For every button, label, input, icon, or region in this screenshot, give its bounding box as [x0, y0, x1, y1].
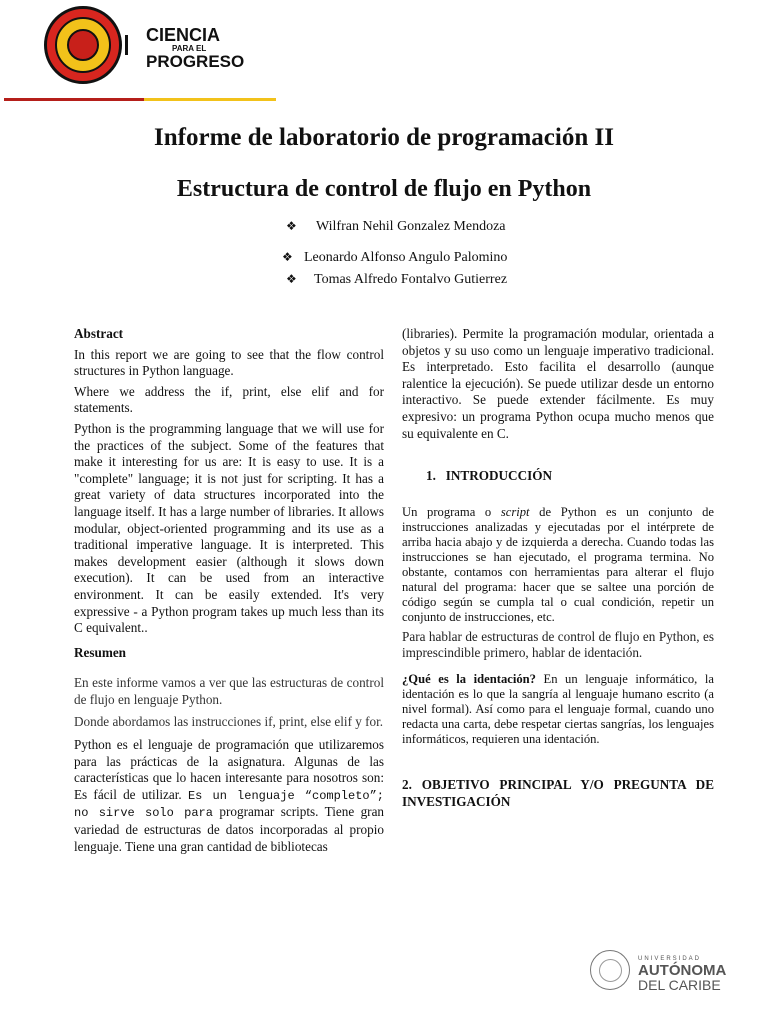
- resumen-text: Python es el lenguaje de programación que utilizaremos para las prácticas de la asignatura. Algunas de las características que lo hacen interesante para nosotros son: Es fácil de utilizar.: [74, 737, 384, 802]
- continued-paragraph: (libraries). Permite la programación modular, orientada a objetos y su uso como un lenguaje imperativo tradicional. Es interpretado. Esto facilita el desarrollo (aunque ralentice la ejecución). Se puede utilizar desde un entorno interactivo. Se puede extender fácilmente. Es muy expresivo: un programa Python ocupa mucho menos que su equivalente en C.: [402, 326, 714, 441]
- intro-text: Un programa o: [402, 504, 501, 519]
- brand-line-1: CIENCIA: [146, 25, 221, 45]
- header-rule-yellow: [144, 98, 276, 101]
- left-column: [74, 326, 384, 855]
- identacion-text: En un lenguaje informático, la identación es lo que la sangría al lenguaje humano escrito (a nivel formal). Así como para el lenguaje formal, cuando uno redacta una carta, debe respetar ciertas sangrías, los lenguajes informáticos, requieren una identación.: [402, 671, 714, 746]
- seal-ring: [55, 17, 111, 73]
- diamond-bullet-icon: ❖: [282, 250, 293, 264]
- footer-wordmark: [638, 956, 726, 992]
- header-separator: [125, 35, 128, 55]
- footer-seal-logo: [590, 950, 630, 990]
- torch-emblem-icon: [67, 29, 99, 61]
- header-rule-red: [4, 98, 144, 101]
- abstract-heading: Abstract: [74, 326, 124, 341]
- brand-wordmark: [146, 26, 244, 70]
- author-name: Tomas Alfredo Fontalvo Gutierrez: [314, 272, 508, 287]
- right-column: [402, 326, 714, 810]
- identacion-question: ¿Qué es la identación?: [402, 671, 536, 686]
- author-name: Leonardo Alfonso Angulo Palomino: [304, 250, 508, 265]
- brand-line-2: PARA EL: [172, 44, 207, 53]
- resumen-code-text: Es un lenguaje “completo”; no sirve solo para: [74, 788, 385, 821]
- intro-text: de Python es un conjunto de instrucciones analizadas y ejecutadas por el intérprete de arriba hacia abajo y de izquierda a derecha. Cuando todas las instrucciones se han ejecutado, el programa termina. No obstante, contamos con herramientas para alterar el flujo natural del programa: hacer que se saltee una porción de código según se cumpla tal o cual condición, repetir un conjunto de instrucciones, etc.: [402, 504, 714, 624]
- footer-seal-inner: [599, 959, 622, 982]
- footer-line-3: DEL CARIBE: [638, 977, 721, 993]
- brand-line-3: PROGRESO: [146, 52, 245, 71]
- section-heading-introduccion: 1. INTRODUCCIÓN: [426, 468, 553, 484]
- author-item: [286, 219, 506, 235]
- abstract-paragraph: Where we address the if, print, else elif and for statements.: [74, 383, 384, 416]
- footer-line-1: UNIVERSIDAD: [638, 956, 702, 962]
- abstract-paragraph: In this report we are going to see that the flow control structures in Python language.: [74, 346, 384, 379]
- footer-line-2: AUTÓNOMA: [638, 962, 727, 979]
- resumen-text: programar scripts. Tiene gran variedad de estructuras de datos incorporadas al propio lenguaje. Tiene una gran cantidad de bibliotecas: [74, 804, 385, 854]
- diamond-bullet-icon: ❖: [286, 219, 297, 233]
- author-name: Wilfran Nehil Gonzalez Mendoza: [316, 219, 506, 234]
- resumen-paragraph: Donde abordamos las instrucciones if, print, else elif y for.: [74, 714, 384, 730]
- abstract-paragraph: Python is the programming language that we will use for the practices of the subject. Some of the features that make it interesting for us are: It is easy to use. It is a "complete" language; it is not just for scripting. It has a great variety of data structures incorporated into the language itself. It has a large number of libraries. It allows modular, object-oriented programming and its use as a traditional imperative language. It is interpreted. This makes development easier (although it slows down execution). It can be used from an interactive environment. It can be easily extended. It's very expressive - a Python program takes up much less than its C equivalent..: [74, 420, 384, 636]
- author-item: [286, 272, 507, 288]
- document-subtitle: Estructura de control de flujo en Python: [176, 176, 592, 202]
- author-item: [282, 250, 507, 266]
- intro-paragraph: Para hablar de estructuras de control de flujo en Python, es imprescindible primero, hablar de identación.: [402, 628, 714, 661]
- resumen-paragraph: En este informe vamos a ver que las estructuras de control de flujo en lenguaje Python.: [74, 675, 384, 707]
- diamond-bullet-icon: ❖: [286, 272, 297, 286]
- identacion-paragraph: [402, 672, 714, 747]
- university-seal-logo: [44, 6, 122, 84]
- intro-italic-text: script: [500, 504, 530, 519]
- section-heading-objetivo: 2. OBJETIVO PRINCIPAL Y/O PREGUNTA DE INVESTIGACIÓN: [402, 776, 714, 809]
- resumen-paragraph: [74, 737, 384, 855]
- intro-paragraph: [402, 505, 714, 625]
- document-title: Informe de laboratorio de programación II: [154, 124, 614, 151]
- resumen-heading: Resumen: [74, 644, 127, 660]
